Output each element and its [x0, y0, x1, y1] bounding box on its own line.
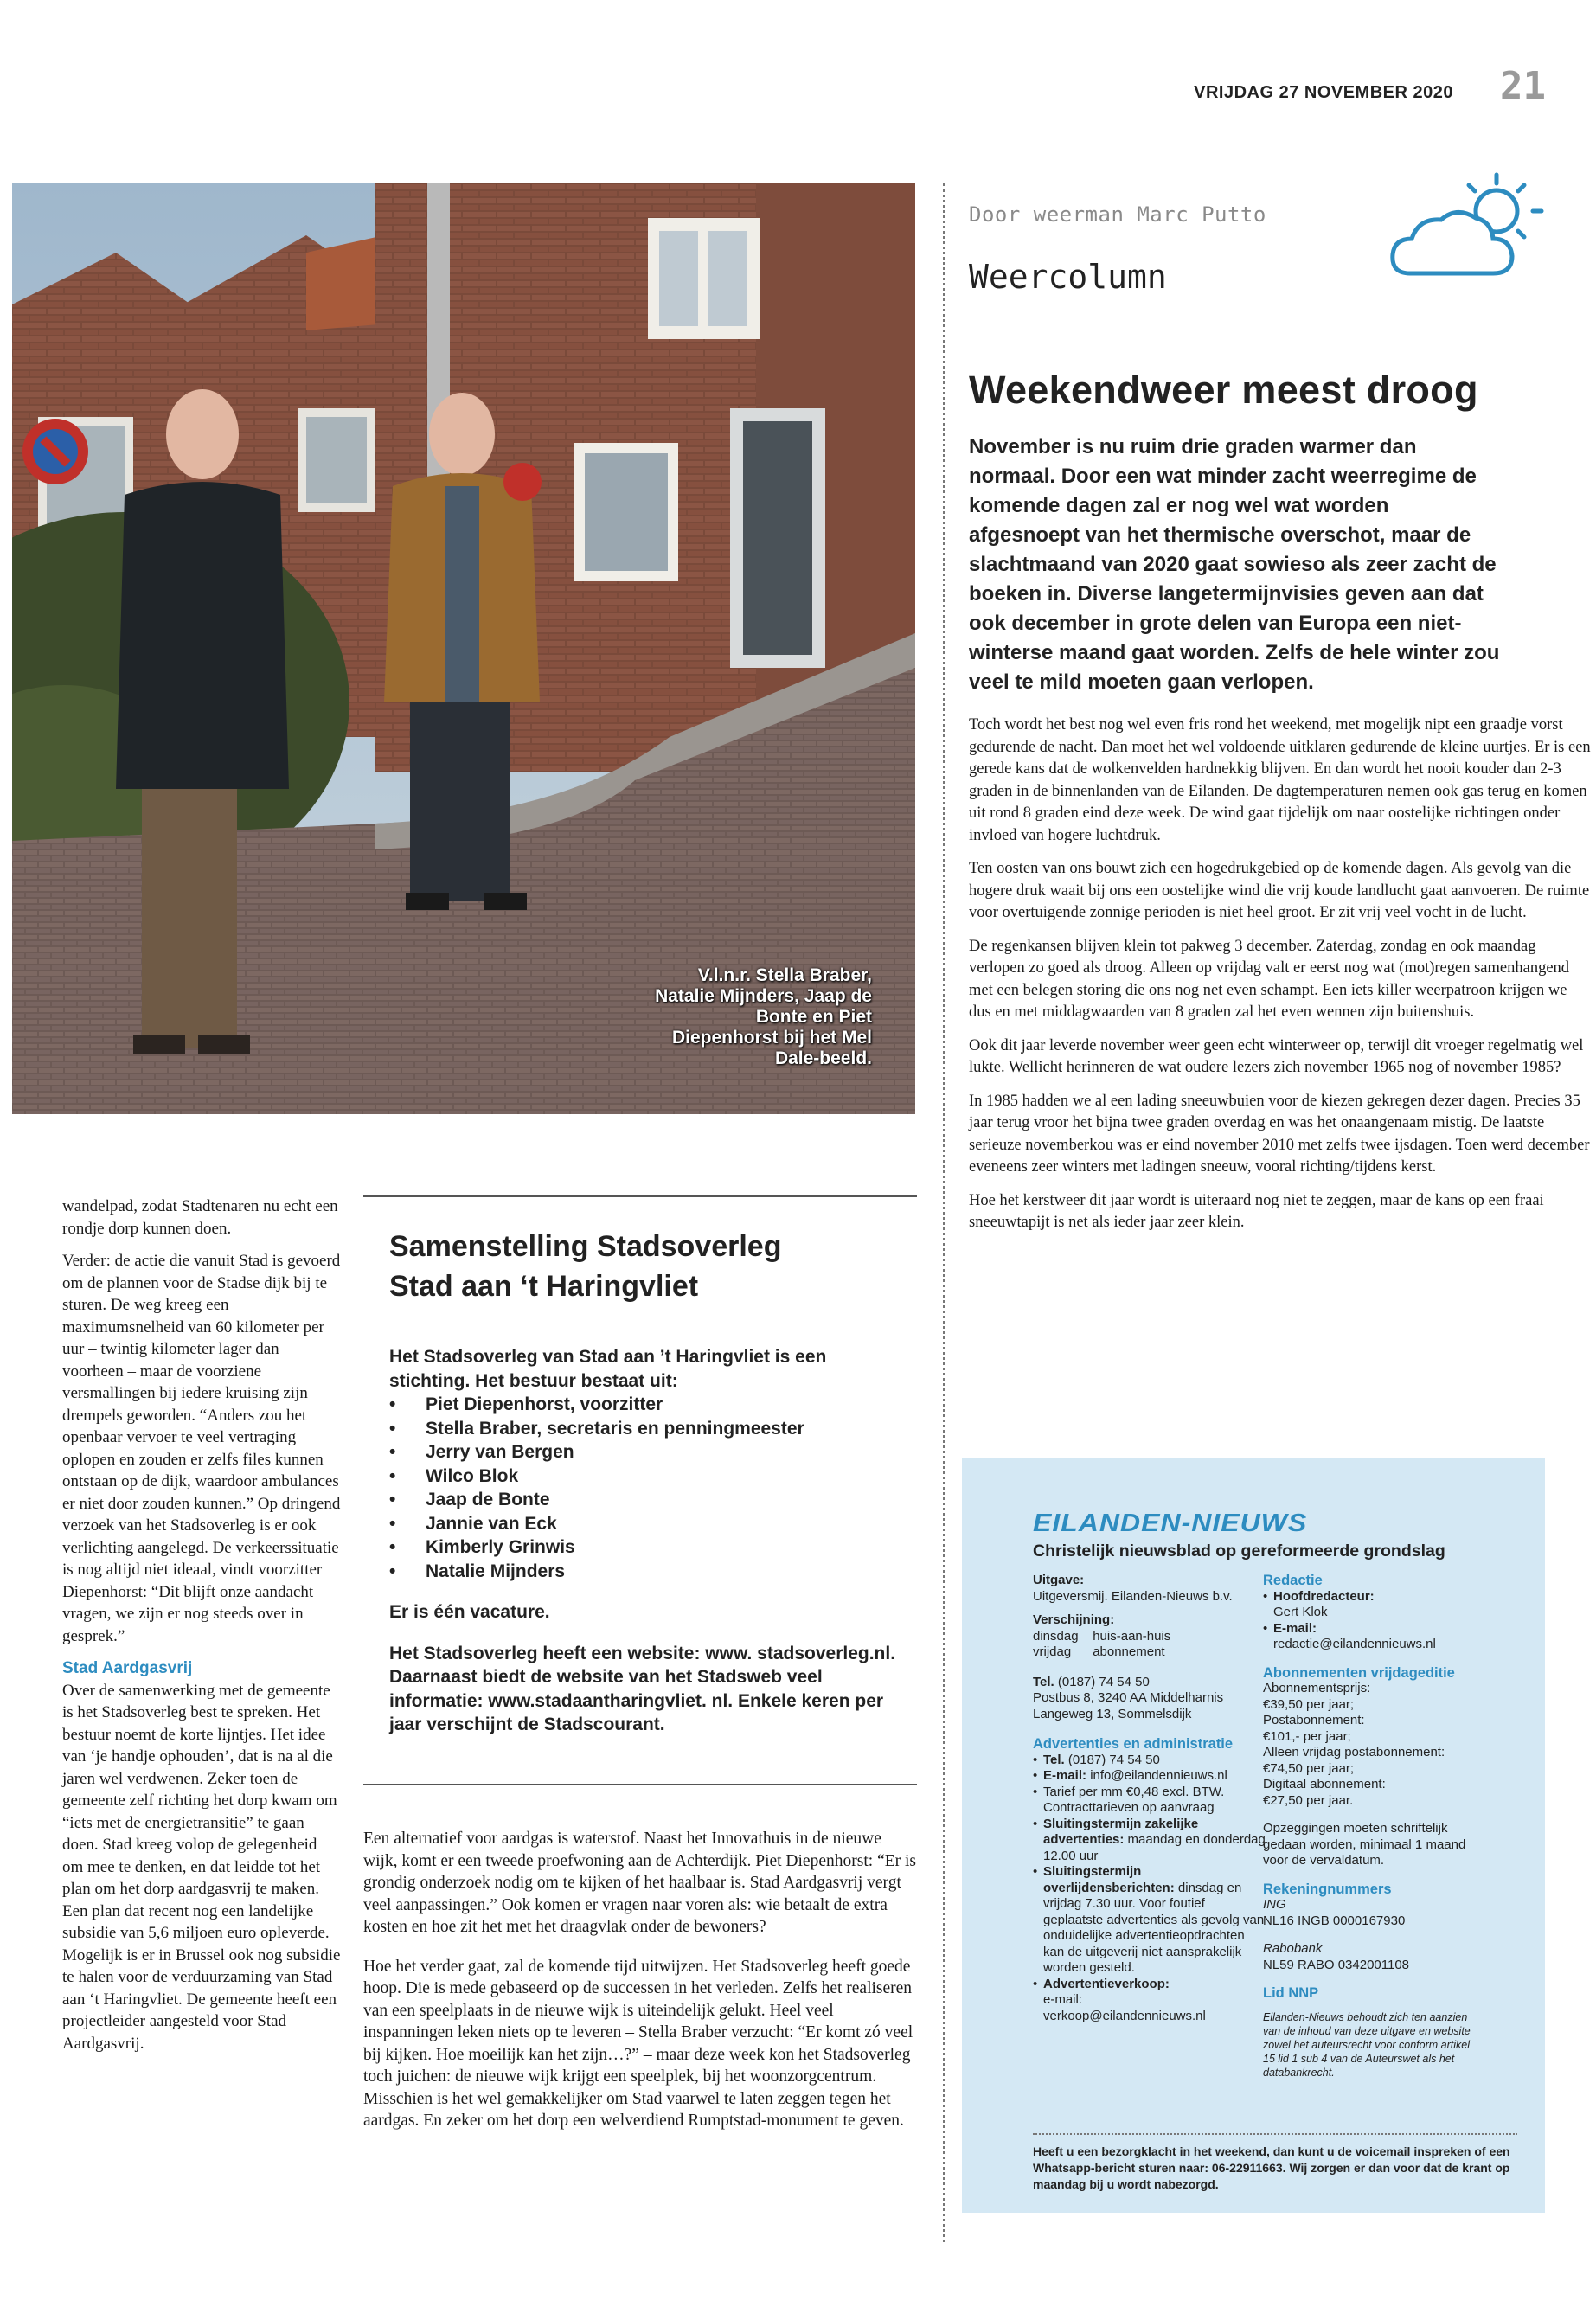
iban: NL59 RABO 0342001108 [1263, 1957, 1410, 1972]
label: Tel. [1033, 1674, 1054, 1689]
email-link[interactable]: redactie@eilandennieuws.nl [1273, 1637, 1436, 1651]
issue-date: VRIJDAG 27 NOVEMBER 2020 [1194, 83, 1453, 102]
box-intro: Het Stadsoverleg van Stad aan ’t Haringvliet is een stichting. Het bestuur bestaat uit: [389, 1347, 827, 1391]
disclaimer: Eilanden-Nieuws behoudt zich ten aanzien van de inhoud van deze uitgave en website zowel het auteursrecht voor conform artikel 15 lid 1 sub 4 van de Auteurswet als het databankrecht. [1263, 2010, 1471, 2079]
phone-number: (0187) 74 54 50 [1057, 1674, 1150, 1689]
colophon-right [1263, 1573, 1514, 2080]
weather-paragraph: Ook dit jaar leverde november weer geen echt winterweer op, terwijl dit vroeger regelmatig wel lukte. Wellicht herinneren de wat oudere lezers zich november 1965 nog of november 1985? [969, 1036, 1584, 1076]
value: Digitaal abonnement: [1263, 1777, 1386, 1791]
value: €27,50 per jaar. [1263, 1792, 1354, 1808]
value: €39,50 per jaar; [1263, 1696, 1355, 1712]
value: €74,50 per jaar; [1263, 1760, 1355, 1776]
box-top-rule [363, 1195, 917, 1197]
value: dinsdag en vrijdag 7.30 uur. Voor foutief geplaatste advertenties als gevolg van onduidelijke advertentieopdrachten kan de uitgeverij niet aansprakelijk worden gesteld. [1043, 1880, 1265, 1975]
list-item: • Jannie van Eck [389, 1512, 908, 1536]
value: dinsdag huis-aan-huis [1033, 1628, 1171, 1644]
label: Hoofdredacteur: [1273, 1588, 1375, 1604]
article-subheading: Stad Aardgasvrij [62, 1659, 193, 1677]
weather-byline: Door weerman Marc Putto [969, 202, 1266, 227]
left-article-column [62, 1195, 341, 2065]
sun-cloud-icon [1384, 170, 1557, 282]
photo-caption: V.l.n.r. Stella Braber, Natalie Mijnders, Jaap de Bonte en Piet Diepenhorst bij het Mel Dale-beeld. [655, 965, 872, 1068]
board-member-list [389, 1393, 908, 1583]
box-title-line: Stad aan ‘t Haringvliet [389, 1270, 699, 1303]
article-paragraph: Verder: de actie die vanuit Stad is gevoerd om de plannen voor de Stadse dijk bij te sturen. De weg kreeg een maximumsnelheid van 60 kilometer per uur – twintig kilometer lager dan voorheen – maar de voorziene versmallingen bij iedere kruising zijn drempels geworden. “Anders zou het openbaar vervoer te veel vertraging oplopen en zouden er zelfs files kunnen ontstaan op de dijk, waardoor ambulances er niet door zouden kunnen.” Op dringend verzoek van het Stadsoverleg is er ook verlichting aangelegd. De verkeerssituatie is nog altijd niet ideaal, vindt voorzitter Diepenhorst: “Dit blijft onze aandacht vragen, we zijn er nog steeds over in gesprek.” [62, 1252, 341, 1645]
complaint-notice: Heeft u een bezorgklacht in het weekend, dan kunt u de voicemail inspreken of een Whatsapp-bericht sturen naar: 06-22911663. Wij zorgen er dan voor dat de krant op maandag bij u wordt nabezorgd. [1033, 2144, 1510, 2191]
email-link[interactable]: info@eilandennieuws.nl [1090, 1768, 1227, 1783]
section-title: Advertenties en administratie [1033, 1736, 1234, 1752]
value: Uitgeversmij. Eilanden-Nieuws b.v. [1033, 1588, 1233, 1604]
article-photo [12, 183, 915, 1114]
section-title: Redactie [1263, 1573, 1323, 1588]
iban: NL16 INGB 0000167930 [1263, 1913, 1406, 1928]
weather-headline: Weekendweer meest droog [969, 368, 1478, 412]
value: Postabonnement: [1263, 1713, 1365, 1727]
weather-paragraph: Ten oosten van ons bouwt zich een hogedrukgebied op de komende dagen. Als gevolg van die hogere druk waait bij ons een oostelijke wind die vrij koude landlucht gaat aanvoeren. De ruimte voor overtuigende zonnige perioden is niet heel groot. Er zit vrij veel vocht in de lucht. [969, 860, 1590, 921]
article-paragraph: Hoe het verder gaat, zal de komende tijd uitwijzen. Het Stadsoverleg heeft goede hoop. Die is mede gebaseerd op de successen in het verleden. Zelfs het realiseren van een speelplaats in de nieuwe wijk is uiteindelijk gelukt. Heel veel inspanningen leken niets op te leveren – Stella Braber verzucht: “Er komt zó veel bij kijken. Hoe moeilijk kan het zijn…?” – maar deze week kon het Stadsoverleg toch juichen: de nieuwe wijk krijgt een speelplek, bij het woonzorgcentrum. Misschien is het wel gemakkelijker om Stad vaarwel te laten zeggen tegen het aardgas. En zeker om het dorp een welverdiend Rumptstad-monument te geven. [363, 1957, 913, 2130]
value: vrijdag abonnement [1033, 1644, 1165, 1659]
colophon-separator [1033, 2133, 1517, 2135]
label: Sluitingstermijn zakelijke advertenties: [1043, 1816, 1199, 1847]
bank-name: Rabobank [1263, 1941, 1323, 1956]
article-paragraph: wandelpad, zodat Stadtenaren nu echt een rondje dorp kunnen doen. [62, 1197, 338, 1238]
section-title: Abonnementen vrijdageditie [1263, 1664, 1455, 1681]
weather-lead: November is nu ruim drie graden warmer dan normaal. Door een wat minder zacht weerregime de komende dagen zal er nog wel wat worden afgesnoept van het thermische overschot, maar de slachtmaand van 2020 gaat sowieso als zeer zacht de boeken in. Diverse langetermijnvisies geven aan dat ook december in grote delen van Europa een niet-winterse maand gaat worden. Zelfs de hele winter zou veel te mild moeten gaan verlopen. [969, 435, 1500, 694]
value: €101,- per jaar; [1263, 1728, 1351, 1744]
label: Uitgave: [1033, 1573, 1085, 1587]
colophon-left [1033, 1573, 1266, 2024]
label: e-mail: [1043, 1992, 1083, 2007]
box-title-line: Samenstelling Stadsoverleg [389, 1230, 782, 1263]
list-item: • Kimberly Grinwis [389, 1535, 908, 1560]
list-item: • Piet Diepenhorst, voorzitter [389, 1393, 908, 1417]
column-divider [943, 183, 945, 2242]
colophon-box [962, 1458, 1545, 2213]
page-number: 21 [1500, 64, 1546, 108]
label: Advertentieverkoop: [1043, 1976, 1170, 1991]
weather-paragraph: De regenkansen blijven klein tot pakweg 3 december. Zaterdag, zondag en ook maandag verlopen zo goed als droog. Alleen op vrijdag valt er eerst nog wat (mot)regen samenhangend met een belegen storing die ons nog net even schampt. Een iets killer weerpatroon krijgen we dus en met middagwaarden van 8 graden zal het even wennen zijn buitenshuis. [969, 937, 1570, 1021]
label: Tel. [1043, 1752, 1065, 1767]
list-item: • Jerry van Bergen [389, 1440, 908, 1465]
label: Sluitingstermijn overlijdensberichten: [1043, 1864, 1175, 1895]
article-paragraph: Over de samenwerking met de gemeente is het Stadsoverleg best te spreken. Het bestuur noemt de korte lijntjes. Het idee van ‘je handje ophouden’, dat is na al die jaren wel verdwenen. Zeker toen de gemeente zelf richting het dorp kwam om “iets met de energietransitie” te gaan doen. Stad kreeg volop de gelegenheid om mee te denken, en dat leidde tot het plan om het dorp aardgasvrij te maken. Een plan dat recent nog een landelijke subsidie van 5,6 miljoen euro opleverde. Mogelijk is er in Brussel ook nog subsidie te halen voor de verduurzaming van Stad aan ‘t Haringvliet. De gemeente heeft een projectleider aangesteld voor Stad Aardgasvrij. [62, 1681, 341, 2053]
bank-name: ING [1263, 1897, 1286, 1912]
weather-column-title: Weercolumn [969, 258, 1167, 296]
value: Opzeggingen moeten schriftelijk gedaan worden, minimaal 1 maand voor de vervaldatum. [1263, 1821, 1466, 1868]
box-vacancy: Er is één vacature. [389, 1602, 550, 1622]
address-line: Langeweg 13, Sommelsdijk [1033, 1706, 1192, 1721]
value: Alleen vrijdag postabonnement: [1263, 1745, 1445, 1759]
list-item: • Natalie Mijnders [389, 1560, 908, 1584]
box-title [389, 1227, 908, 1306]
article-paragraph: Een alternatief voor aardgas is waterstof. Naast het Innovathuis in de nieuwe wijk, komt er een tweede proefwoning aan de Achterdijk. Piet Diepenhorst: “Er is grondig onderzoek nodig om te kijken of het haalbaar is. Stad Aardgasvrij vergt veel aanpassingen.” Ook komen er vragen naar voren als: wie betaalt de extra kosten en hoe zit het met het draagvlak onder de bewoners? [363, 1830, 916, 1936]
weather-body [969, 715, 1592, 1246]
label: E-mail: [1043, 1768, 1087, 1783]
value: Gert Klok [1273, 1605, 1328, 1619]
newspaper-tagline: Christelijk nieuwsblad op gereformeerde grondslag [1033, 1541, 1445, 1561]
newspaper-logo: EILANDEN-NIEUWS [1033, 1508, 1308, 1537]
list-item: • Jaap de Bonte [389, 1488, 908, 1512]
weather-paragraph: In 1985 hadden we al een lading sneeuwbuien voor de kiezen gekregen dezer dagen. Precies 35 jaar terug vroor het bijna twee graden overdag en was het onaangenaam mistig. De laatste serieuze novemberkou was er eind november 2010 met zelfs twee ijsdagen. Toen werd december eveneens zeer winters met ladingen sneeuw, vooral richting/tijdens kerst. [969, 1092, 1590, 1176]
list-item: • Wilco Blok [389, 1465, 908, 1489]
box-body [389, 1345, 908, 1754]
email-link[interactable]: verkoop@eilandennieuws.nl [1043, 2008, 1206, 2023]
label: E-mail: [1273, 1620, 1317, 1636]
section-title: Rekeningnummers [1263, 1881, 1392, 1897]
value: maandag en donderdag 12.00 uur [1043, 1832, 1266, 1863]
phone-number: (0187) 74 54 50 [1067, 1752, 1160, 1767]
weather-paragraph: Toch wordt het best nog wel even fris rond het weekend, met mogelijk nipt een graadje vorst gedurende de nacht. Dan moet het wel voldoende uitklaren gedurende de kleine uurtjes. Er is een gerede kans dat de wolkenvelden hardnekkig blijven. En dan wordt het nooit kouder dan 2-3 graden in de binnenlanden van de Eilanden. De dagtemperaturen nemen ook gas terug en komen uit rond 8 graden eind deze week. De wind gaat tijdelijk om naar oostelijke richtingen onder invloed van hogere luchtdruk. [969, 716, 1591, 844]
middle-article-column [363, 1828, 917, 2150]
section-title: Lid NNP [1263, 1985, 1319, 2001]
value: • Tarief per mm €0,48 excl. BTW. Contracttarieven op aanvraag [1033, 1785, 1266, 1817]
value: Abonnementsprijs: [1263, 1681, 1371, 1695]
label: Verschijning: [1033, 1612, 1115, 1627]
list-item: • Stella Braber, secretaris en penningmeester [389, 1417, 908, 1441]
weather-paragraph: Hoe het kerstweer dit jaar wordt is uiteraard nog niet te zeggen, maar de kans op een fraai sneeuwtapijt is net als ieder jaar zeer klein. [969, 1191, 1544, 1231]
address-line: Postbus 8, 3240 AA Middelharnis [1033, 1690, 1224, 1705]
box-website: Het Stadsoverleg heeft een website: www. stadsoverleg.nl. Daarnaast biedt de website van het Stadsweb veel informatie: www.stadaantharingvliet. nl. Enkele keren per jaar verschijnt de Stadscourant. [389, 1643, 896, 1734]
box-bottom-rule [363, 1784, 917, 1785]
